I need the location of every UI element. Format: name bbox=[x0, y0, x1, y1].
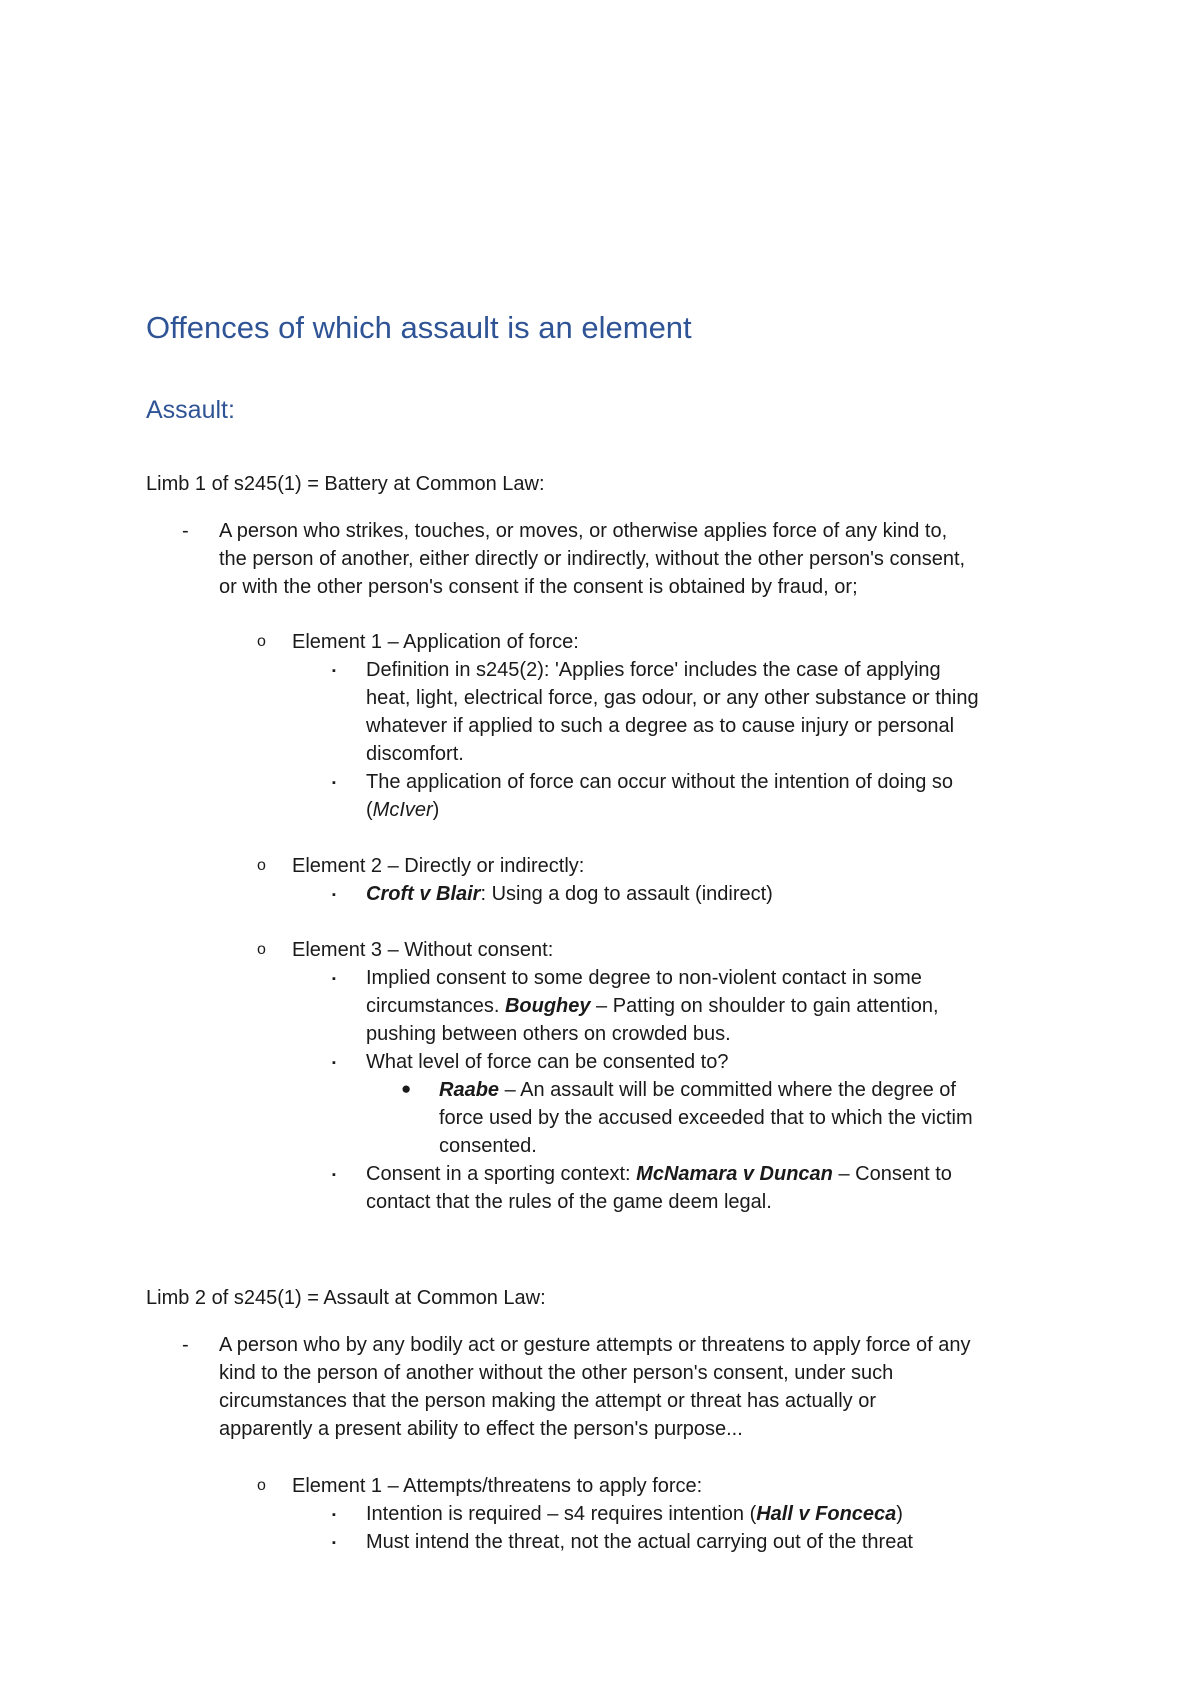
square-bullet: ▪ bbox=[332, 665, 336, 677]
limb1-element1-label: Element 1 – Application of force: bbox=[292, 631, 579, 653]
limb1-e3-bullet3-line: contact that the rules of the game deem legal. bbox=[366, 1191, 772, 1213]
limb2-definition-line: circumstances that the person making the attempt or threat has actually or bbox=[219, 1390, 876, 1412]
limb1-e2-bullet: Croft v Blair: Using a dog to assault (indirect) bbox=[366, 883, 773, 905]
limb2-definition-line: apparently a present ability to effect the person's purpose... bbox=[219, 1418, 743, 1440]
square-bullet: ▪ bbox=[332, 973, 336, 985]
limb1-e1-bullet-line: heat, light, electrical force, gas odour, or any other substance or thing bbox=[366, 687, 979, 709]
case-name: Croft v Blair bbox=[366, 883, 481, 905]
dot-bullet: ● bbox=[401, 1079, 412, 1098]
limb1-heading: Limb 1 of s245(1) = Battery at Common Law: bbox=[146, 473, 545, 495]
limb2-definition-line: A person who by any bodily act or gesture attempts or threatens to apply force of any bbox=[219, 1334, 971, 1356]
case-name: Raabe bbox=[439, 1079, 500, 1101]
limb1-e1-bullet-line: discomfort. bbox=[366, 743, 464, 765]
section-heading-assault: Assault: bbox=[146, 396, 235, 424]
square-bullet: ▪ bbox=[332, 1537, 336, 1549]
dash-bullet: - bbox=[182, 1334, 189, 1356]
square-bullet: ▪ bbox=[332, 777, 336, 789]
case-name: Boughey bbox=[504, 995, 591, 1017]
square-bullet: ▪ bbox=[332, 889, 336, 901]
limb1-e1-bullet-line: whatever if applied to such a degree as to cause injury or personal bbox=[366, 715, 955, 737]
limb1-e3-bullet1-line: circumstances. Boughey – Patting on shoulder to gain attention, bbox=[366, 995, 939, 1017]
limb1-e1-bullet-line: Definition in s245(2): 'Applies force' includes the case of applying bbox=[366, 659, 941, 681]
limb1-e3-subbullet-line: consented. bbox=[439, 1135, 537, 1157]
circle-bullet: o bbox=[257, 941, 266, 958]
circle-bullet: o bbox=[257, 1477, 266, 1494]
limb1-e3-bullet1-line: Implied consent to some degree to non-violent contact in some bbox=[366, 967, 922, 989]
limb1-e3-subbullet-line: force used by the accused exceeded that to which the victim bbox=[439, 1107, 973, 1129]
limb2-e1-bullet1: Intention is required – s4 requires intention (Hall v Fonceca) bbox=[366, 1503, 903, 1525]
limb1-e1-bullet2-line: The application of force can occur without the intention of doing so bbox=[366, 771, 954, 793]
limb2-e1-bullet2: Must intend the threat, not the actual carrying out of the threat bbox=[366, 1531, 913, 1553]
limb1-e3-bullet1-line: pushing between others on crowded bus. bbox=[366, 1023, 731, 1045]
limb1-element2-label: Element 2 – Directly or indirectly: bbox=[292, 855, 585, 877]
case-name: McNamara v Duncan bbox=[636, 1163, 833, 1185]
case-name: McIver bbox=[372, 799, 433, 821]
square-bullet: ▪ bbox=[332, 1169, 336, 1181]
limb2-element1-label: Element 1 – Attempts/threatens to apply force: bbox=[292, 1475, 703, 1497]
case-name: Hall v Fonceca bbox=[756, 1503, 897, 1525]
circle-bullet: o bbox=[257, 857, 266, 874]
page-title: Offences of which assault is an element bbox=[146, 310, 692, 345]
limb1-e3-bullet3-line: Consent in a sporting context: McNamara v Duncan – Consent to bbox=[366, 1163, 952, 1185]
limb2-heading: Limb 2 of s245(1) = Assault at Common Law: bbox=[146, 1287, 546, 1309]
limb1-definition-line: the person of another, either directly or indirectly, without the other person's consent, bbox=[219, 548, 966, 570]
limb1-e3-subbullet-line: Raabe – An assault will be committed where the degree of bbox=[439, 1079, 956, 1101]
circle-bullet: o bbox=[257, 633, 266, 650]
limb2-definition-line: kind to the person of another without the other person's consent, under such bbox=[219, 1362, 894, 1384]
limb1-e1-bullet2-citation: (McIver) bbox=[366, 799, 440, 821]
limb1-element3-label: Element 3 – Without consent: bbox=[292, 939, 554, 961]
square-bullet: ▪ bbox=[332, 1509, 336, 1521]
limb1-e3-bullet2: What level of force can be consented to? bbox=[366, 1051, 729, 1073]
dash-bullet: - bbox=[182, 520, 189, 542]
square-bullet: ▪ bbox=[332, 1057, 336, 1069]
limb1-definition-line: or with the other person's consent if the consent is obtained by fraud, or; bbox=[219, 576, 858, 598]
limb1-definition-line: A person who strikes, touches, or moves, or otherwise applies force of any kind to, bbox=[219, 520, 948, 542]
